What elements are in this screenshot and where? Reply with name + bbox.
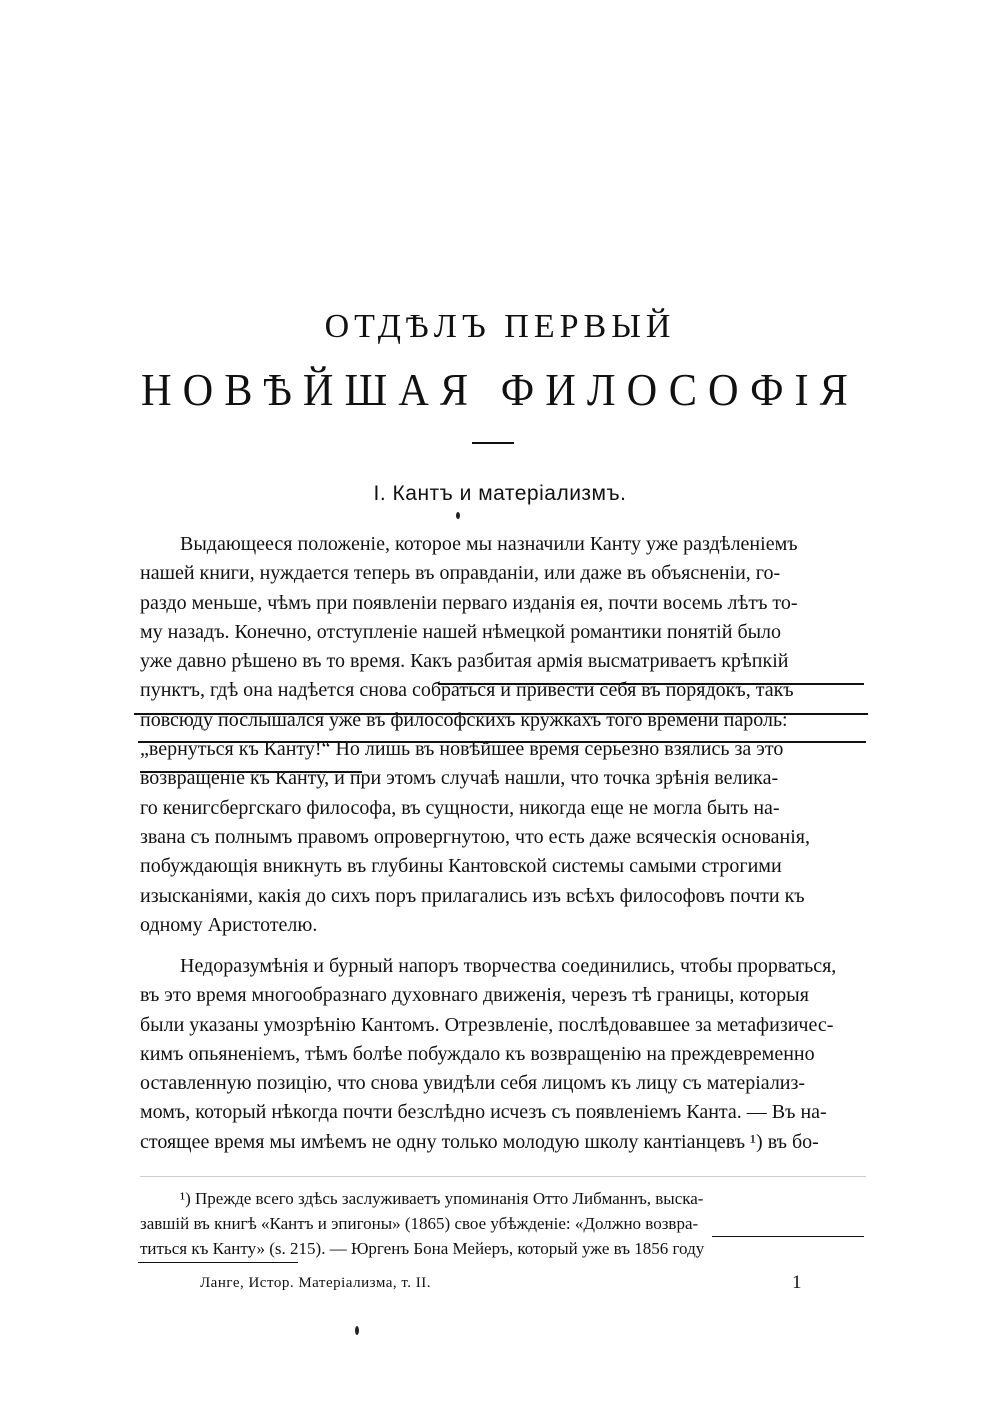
text-line: одному Аристотелю. — [140, 913, 318, 936]
text-line: Выдающееся положеніе, которое мы назначили Канту уже раздѣленіемъ — [180, 533, 798, 555]
text-line: раздо меньше, чѣмъ при появленіи перваго изданія ея, почти восемь лѣтъ то- — [140, 591, 798, 614]
footnote-separator — [140, 1176, 866, 1177]
text-line: стоящее время мы имѣемъ не одну только молодую школу кантіанцевъ ¹) въ бо- — [140, 1130, 819, 1153]
text-line: „вернуться къ Канту!“ Но лишь въ новѣйшее время серьезно взялись за это — [140, 738, 784, 761]
text-line: звана съ полнымъ правомъ опровергнутою, что есть даже всяческія основанія, — [140, 825, 810, 848]
footnote-line: титься къ Канту» (s. 215). — Юргенъ Бона Мейеръ, который уже въ 1856 году — [140, 1239, 705, 1258]
text-line: оставленную позицію, что снова увидѣли себя лицомъ къ лицу съ матеріализ- — [140, 1072, 806, 1095]
text-line: кимъ опьяненіемъ, тѣмъ болѣе побуждало къ возвращенію на преждевременно — [140, 1042, 815, 1065]
pen-underline — [138, 741, 866, 743]
page-number: 1 — [792, 1272, 802, 1293]
text-line: Недоразумѣнія и бурный напоръ творчества соединились, чтобы прорваться, — [180, 955, 837, 977]
pen-underline — [712, 1236, 864, 1237]
text-line: нашей книги, нуждается теперь въ оправданіи, или даже въ объясненіи, го- — [140, 562, 781, 585]
footnote — [140, 1186, 866, 1261]
section-heading: I. Кантъ и матеріализмъ. — [373, 482, 627, 505]
footnote-line: завшій въ книгѣ «Кантъ и эпигоны» (1865) свое убѣжденіе: «Должно возвра- — [140, 1214, 699, 1233]
text-line: го кенигсбергскаго философа, въ сущности, никогда еще не могла быть на- — [140, 796, 780, 819]
text-line: въ это время многообразнаго духовнаго движенія, черезъ тѣ границы, которыя — [140, 984, 809, 1007]
text-line: были указаны умозрѣнію Кантомъ. Отрезвленіе, послѣдовавшее за метафизичес- — [140, 1013, 834, 1036]
paragraph-2 — [140, 952, 866, 1157]
running-footer: Ланге, Истор. Матеріализма, т. II. — [200, 1275, 432, 1291]
pen-underline — [140, 771, 362, 773]
title-divider — [472, 442, 514, 444]
part-title: ОТДѢЛЪ ПЕРВЫЙ — [324, 308, 676, 345]
text-line: побуждающія вникнуть въ глубины Кантовской системы самыми строгими — [140, 855, 782, 878]
print-speck — [355, 1326, 359, 1335]
text-line: уже давно рѣшено въ то время. Какъ разбитая армія высматриваетъ крѣпкій — [140, 650, 789, 673]
paragraph-1 — [140, 530, 866, 940]
print-speck — [456, 512, 460, 519]
footnote-line: ¹) Прежде всего здѣсь заслуживаетъ упоминанія Отто Либманнъ, выска- — [180, 1189, 704, 1208]
pen-underline — [138, 1262, 298, 1263]
text-line: возвращеніе къ Канту, и при этомъ случаѣ нашли, что точка зрѣнія велика- — [140, 767, 779, 790]
text-line: повсюду послышался уже въ философскихъ кружкахъ того времени пароль: — [140, 708, 788, 731]
pen-underline — [134, 713, 868, 715]
main-title: НОВѢЙШАЯ ФИЛОСОФІЯ — [141, 364, 859, 415]
text-line: му назадъ. Конечно, отступленіе нашей нѣмецкой романтики понятій было — [140, 620, 782, 643]
text-line: изысканіями, какія до сихъ поръ прилагались изъ всѣхъ философовъ почти къ — [140, 884, 805, 907]
text-line: пунктъ, гдѣ она надѣется снова собраться и привести себя въ порядокъ, такъ — [140, 679, 794, 702]
text-line: момъ, который нѣкогда почти безслѣдно исчезъ съ появленіемъ Канта. — Въ на- — [140, 1101, 827, 1124]
pen-underline — [438, 683, 864, 685]
